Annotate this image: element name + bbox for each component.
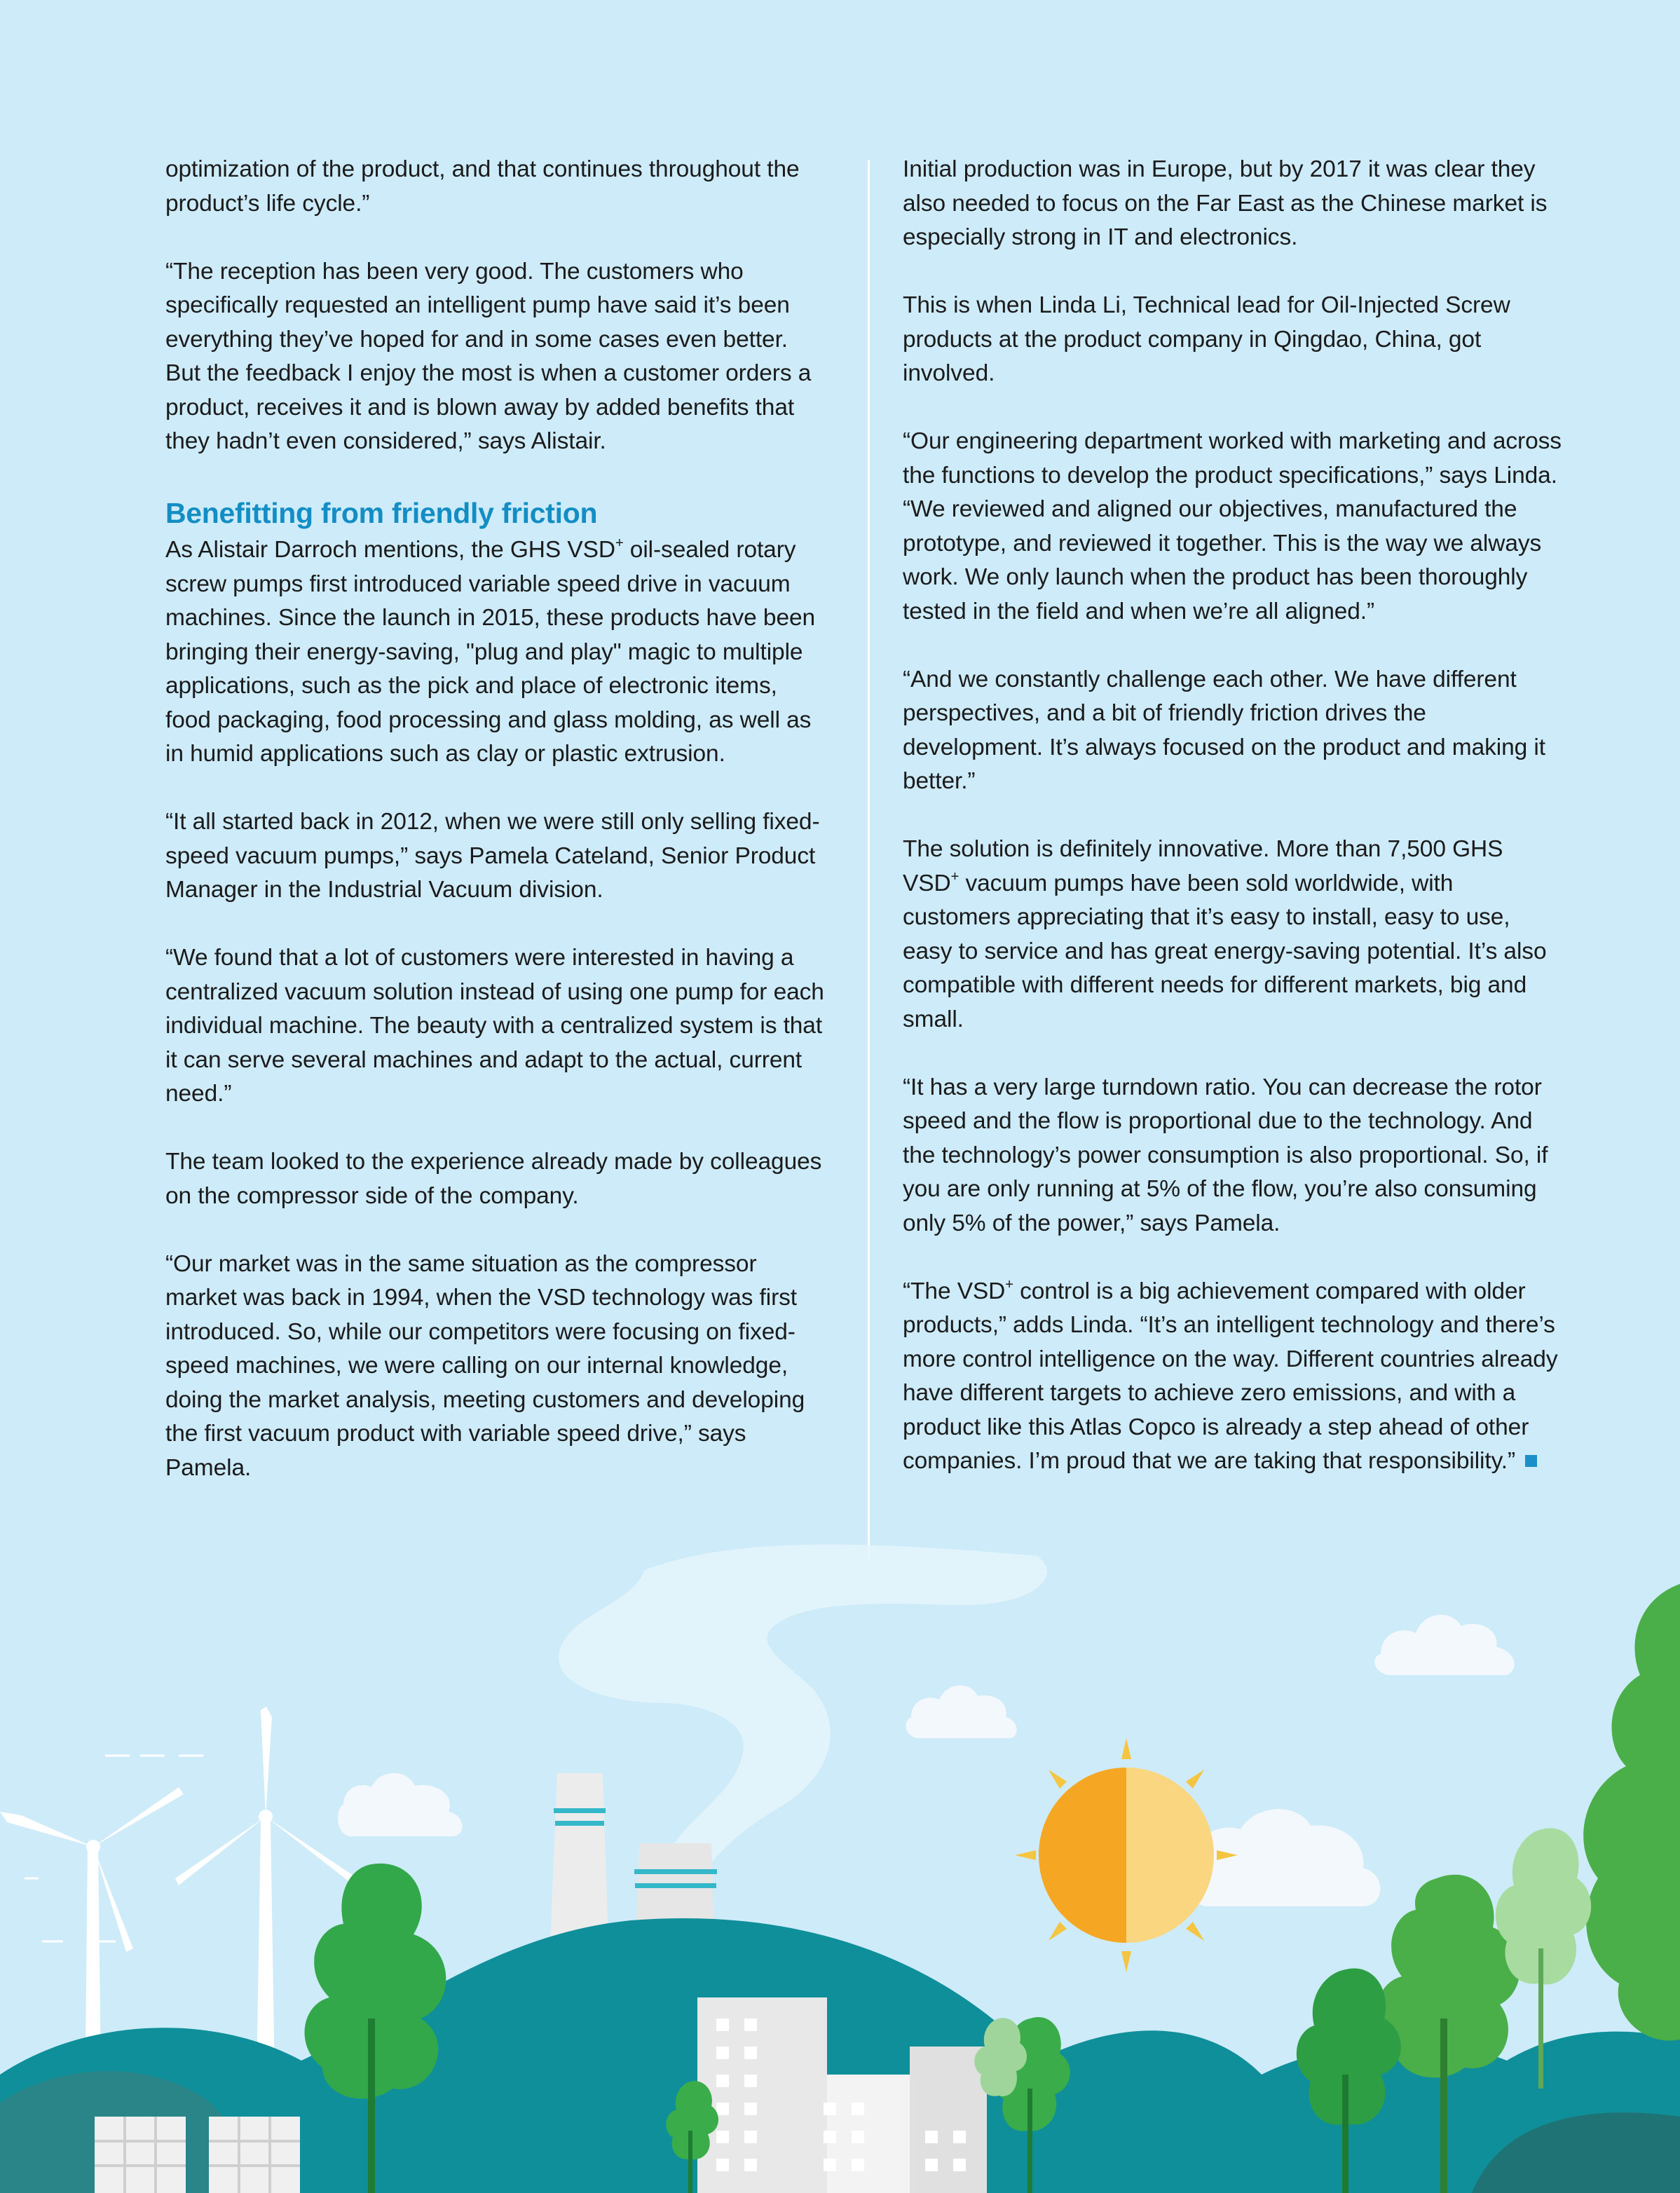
paragraph: “And we constantly challenge each other. We have different perspectives, and a bit of friendly friction drives the development. It’s always focused on the product and making it better.” [903,666,1545,794]
sun-icon [1015,1738,1238,1972]
paragraph: The solution is definitely innovative. More than 7,500 GHS VSD+ vacuum pumps have been sold worldwide, with customers appreciating that it’s easy to install, easy to use, easy to service and has great energy-saving potential. It’s also compatible with different needs for different markets, big and small. [903,836,1547,1032]
decorative-dashes [25,1756,203,1941]
cloud-icon [1186,1809,1381,1906]
end-of-article-mark [1525,1455,1537,1467]
paragraph: This is when Linda Li, Technical lead for Oil-Injected Screw products at the product company in Qingdao, China, got involved. [903,292,1510,386]
right-column [903,153,1562,1479]
paragraph: “The reception has been very good. The customers who specifically requested an intelligent pump have said it’s been everything they’ve hoped for and in some cases even better. But the feedback I enjoy the most is when a customer orders a product, receives it and is blown away by added benefits that they hadn’t even considered,” says Alistair. [165,258,812,454]
paragraph: “Our market was in the same situation as the compressor market was back in 1994, when the VSD technology was first introduced. So, while our competitors were focusing on fixed-speed machines, we were calling on our internal knowledge, doing the market analysis, meeting customers and developing the first vacuum product with variable speed drive,” says Pamela. [165,1250,805,1481]
paragraph: “It has a very large turndown ratio. You can decrease the rotor speed and the flow is proportional due to the technology. And the technology’s power consumption is also proportional. So, if you are only running at 5% of the flow, you’re also consuming only 5% of the power,” says Pamela. [903,1074,1548,1236]
paragraph: As Alistair Darroch mentions, the GHS VSD+ oil-sealed rotary screw pumps first introduced variable speed drive in vacuum machines. Since the launch in 2015, these products have been bringing their energy-saving, "plug and play" magic to multiple applications, such as the pick and place of electronic items, food packaging, food processing and glass molding, as well as in humid applications such as clay or plastic extrusion. [165,535,816,767]
paragraph: “The VSD+ control is a big achievement compared with older products,” adds Linda. “It’s an intelligent technology and there’s more control intelligence on the way. Different countries already have different targets to achieve zero emissions, and with a product like this Atlas Copco is already a step ahead of other companies. I’m proud that we are taking that responsibility.” [903,1276,1558,1474]
paragraph: Initial production was in Europe, but by 2017 it was clear they also needed to focus on the Far East as the Chinese market is especially strong in IT and electronics. [903,156,1548,250]
column-divider [868,160,870,1562]
paragraph: “It all started back in 2012, when we were still only selling fixed-speed vacuum pumps,” says Pamela Cateland, Senior Product Manager in the Industrial Vacuum division. [165,809,820,903]
left-column [165,153,824,1485]
paragraph: “Our engineering department worked with marketing and across the functions to develop the product specifications,” says Linda. “We reviewed and aligned our objectives, manufactured the prototype, and reviewed it together. This is the way we always work. We only launch when the product has been thoroughly tested in the field and when we’re all aligned.” [903,428,1562,624]
landscape-illustration [0,1528,1680,2193]
cloud-icon [1374,1615,1514,1675]
paragraph: The team looked to the experience already made by colleagues on the compressor side of the company. [165,1149,822,1209]
tree-icon [1583,1584,1680,2041]
cloud-icon [906,1686,1017,1738]
paragraph: “We found that a lot of customers were interested in having a centralized vacuum solution instead of using one pump for each individual machine. The beauty with a centralized system is that it can serve several machines and adapt to the actual, current need.” [165,945,824,1107]
paragraph: optimization of the product, and that continues throughout the product’s life cycle.” [165,156,800,217]
cloud-icon [338,1773,462,1836]
section-heading: Benefitting from friendly friction [165,497,598,529]
